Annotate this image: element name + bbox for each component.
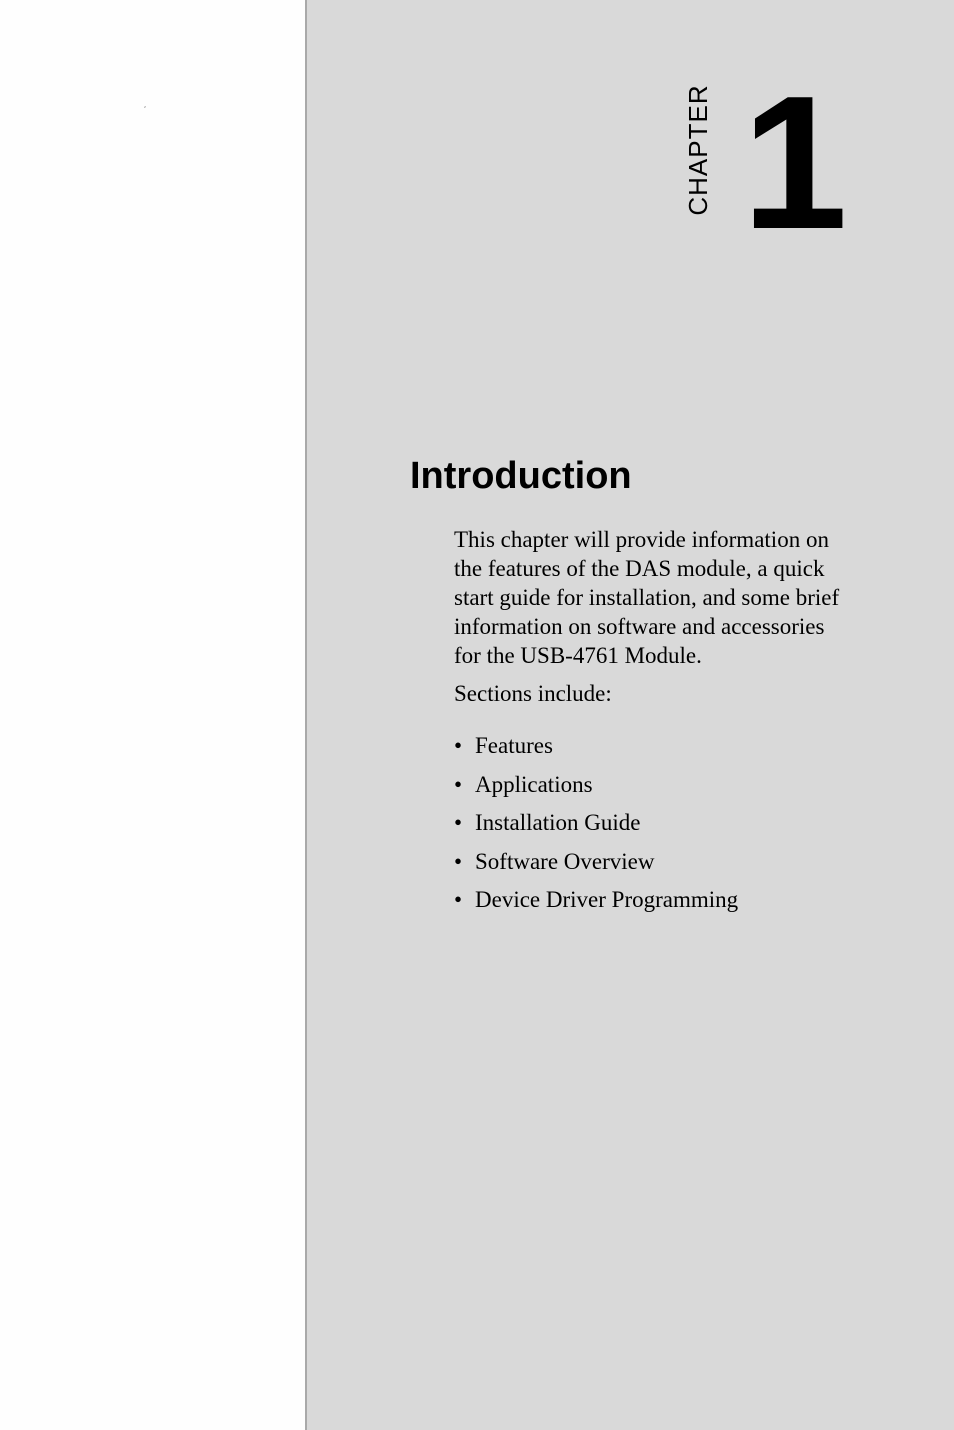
sections-list — [454, 731, 738, 924]
chapter-label-text: CHAPTER — [683, 84, 713, 216]
list-item — [454, 847, 738, 886]
list-item — [454, 808, 738, 847]
margin-mark: z — [144, 104, 146, 109]
list-item — [454, 731, 738, 770]
left-margin — [0, 0, 305, 1430]
chapter-label — [668, 84, 728, 216]
list-item — [454, 770, 738, 809]
list-item-label: Applications — [475, 771, 593, 797]
list-item-label: Device Driver Programming — [475, 887, 739, 913]
list-item-label: Features — [475, 733, 553, 758]
bullet-icon: • — [454, 887, 463, 913]
chapter-number: 1 — [742, 57, 844, 269]
bullet-icon: • — [454, 733, 463, 758]
intro-paragraph: This chapter will provide information on the features of the DAS module, a quick start guide for installation, and some brief information on software and accessories for the USB-4761 Module. — [454, 527, 840, 668]
chapter-title: Introduction — [410, 455, 632, 497]
chapter-panel — [307, 0, 954, 1430]
list-item-label: Installation Guide — [475, 810, 641, 836]
bullet-icon: • — [454, 771, 463, 797]
bullet-icon: • — [454, 848, 463, 874]
bullet-icon: • — [454, 810, 463, 836]
list-item-label: Software Overview — [475, 848, 655, 874]
sections-label: Sections include: — [454, 681, 612, 706]
list-item — [454, 885, 738, 924]
